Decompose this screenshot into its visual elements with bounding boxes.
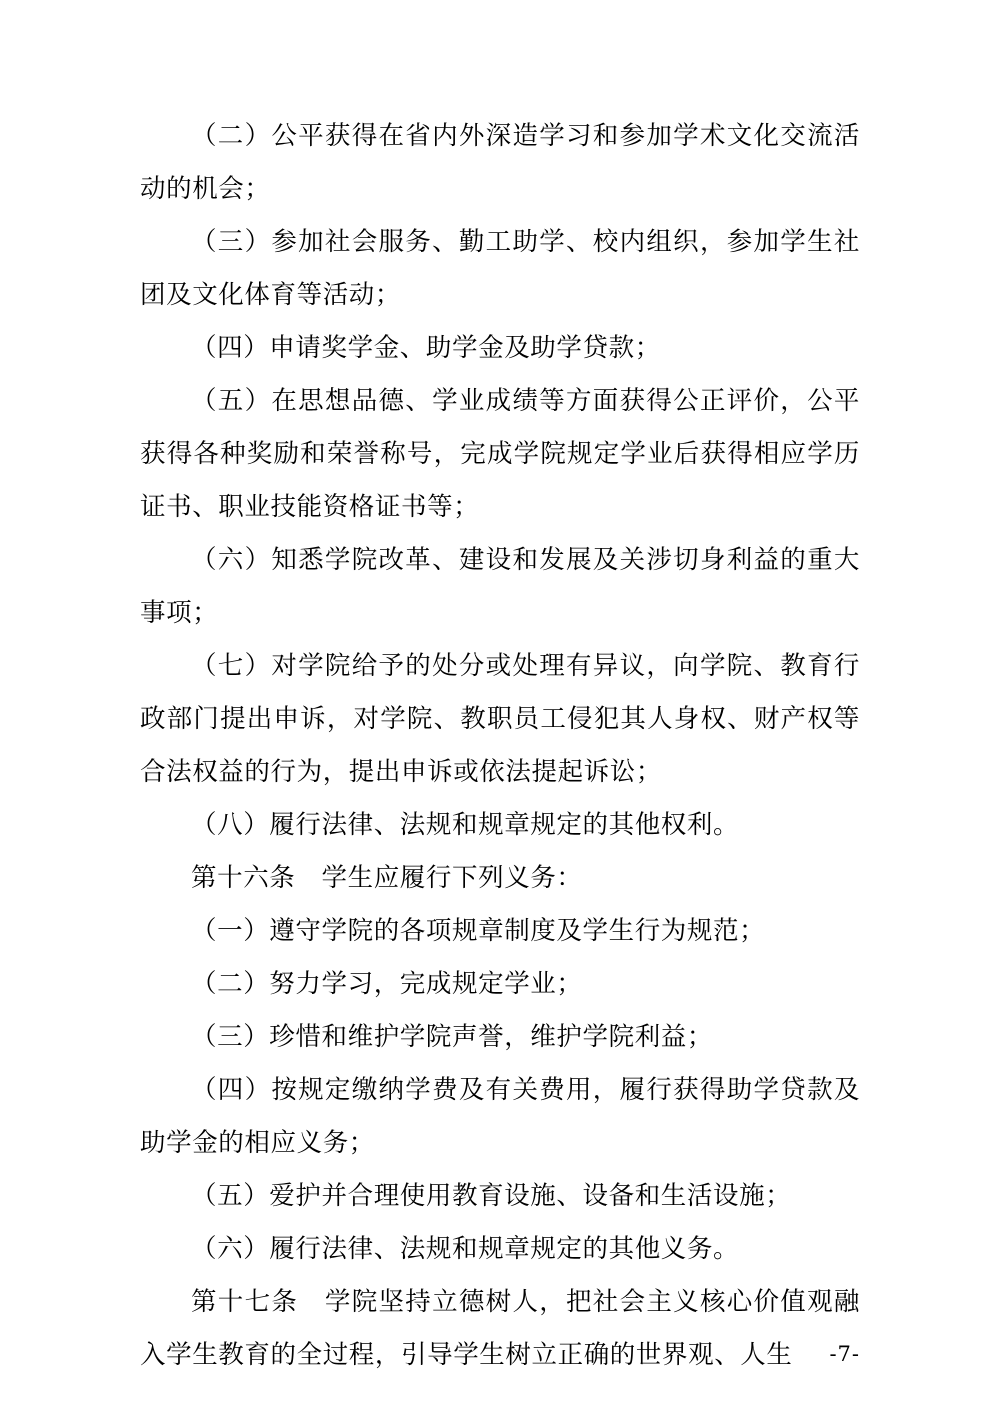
paragraph-duties-4: （四）按规定缴纳学费及有关费用，履行获得助学贷款及助学金的相应义务； [140, 1075, 860, 1158]
document-body [140, 110, 860, 1382]
paragraph-rights-3: （三）参加社会服务、勤工助学、校内组织，参加学生社团及文化体育等活动； [140, 227, 860, 310]
paragraph-rights-2: （二）公平获得在省内外深造学习和参加学术文化交流活动的机会； [140, 121, 860, 204]
paragraph-duties-1: （一）遵守学院的各项规章制度及学生行为规范； [191, 916, 766, 946]
page-number: -7- [829, 1342, 860, 1366]
paragraph-rights-8: （八）履行法律、法规和规章规定的其他权利。 [191, 810, 740, 840]
article-16-heading: 第十六条 学生应履行下列义务： [191, 863, 583, 893]
article-17-paragraph: 第十七条 学院坚持立德树人，把社会主义核心价值观融入学生教育的全过程，引导学生树立正确的世界观、人生 [140, 1287, 860, 1370]
paragraph-duties-6: （六）履行法律、法规和规章规定的其他义务。 [191, 1234, 740, 1264]
paragraph-rights-4: （四）申请奖学金、助学金及助学贷款； [191, 333, 661, 363]
paragraph-rights-6: （六）知悉学院改革、建设和发展及关涉切身利益的重大事项； [140, 545, 860, 628]
paragraph-rights-5: （五）在思想品德、学业成绩等方面获得公正评价，公平获得各种奖励和荣誉称号，完成学院规定学业后获得相应学历证书、职业技能资格证书等； [140, 386, 860, 522]
paragraph-rights-7: （七）对学院给予的处分或处理有异议，向学院、教育行政部门提出申诉，对学院、教职员工侵犯其人身权、财产权等合法权益的行为，提出申诉或依法提起诉讼； [140, 651, 860, 787]
paragraph-duties-3: （三）珍惜和维护学院声誉，维护学院利益； [191, 1022, 714, 1052]
paragraph-duties-5: （五）爱护并合理使用教育设施、设备和生活设施； [191, 1181, 792, 1211]
paragraph-duties-2: （二）努力学习，完成规定学业； [191, 969, 583, 999]
